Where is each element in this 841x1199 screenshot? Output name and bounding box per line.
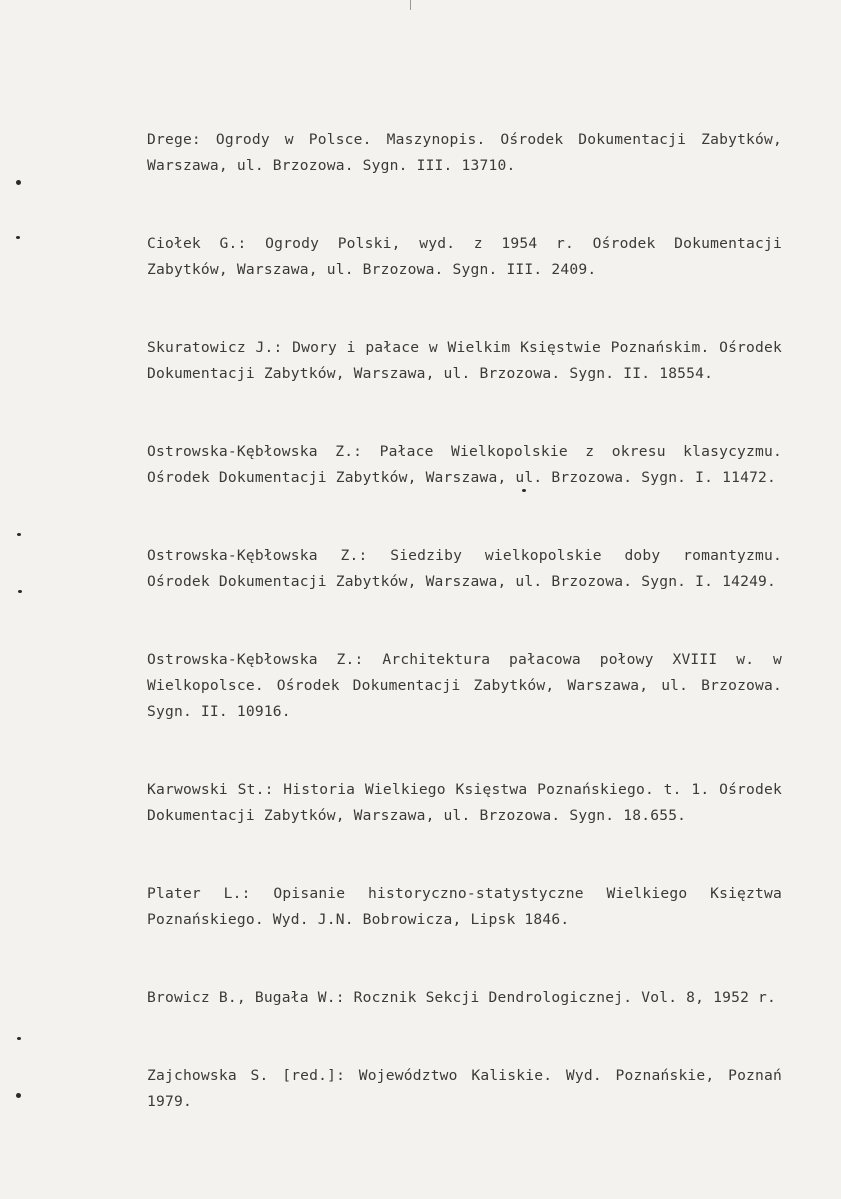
margin-mark bbox=[17, 1037, 21, 1040]
margin-mark bbox=[16, 1093, 21, 1098]
bibliography-entry: Drege: Ogrody w Polsce. Maszynopis. Ośrodek Dokumentacji Zabytków, Warszawa, ul. Brzozowa. Sygn. III. 13710. bbox=[147, 131, 782, 174]
margin-mark bbox=[16, 236, 20, 239]
bibliography-entry: Ostrowska-Kębłowska Z.: Architektura pałacowa połowy XVIII w. w Wielkopolsce. Ośrodek Dokumentacji Zabytków, Warszawa, ul. Brzozowa. Sygn. II. 10916. bbox=[147, 651, 782, 720]
margin-mark bbox=[17, 533, 21, 536]
bibliography-entry: Ostrowska-Kębłowska Z.: Siedziby wielkopolskie doby romantyzmu. Ośrodek Dokumentacji Zabytków, Warszawa, ul. Brzozowa. Sygn. I. 14249. bbox=[147, 547, 782, 590]
bibliography-list bbox=[147, 127, 782, 1167]
bibliography-entry: Karwowski St.: Historia Wielkiego Księstwa Poznańskiego. t. 1. Ośrodek Dokumentacji Zabytków, Warszawa, ul. Brzozowa. Sygn. 18.655. bbox=[147, 781, 782, 824]
bibliography-entry: Skuratowicz J.: Dwory i pałace w Wielkim Księstwie Poznańskim. Ośrodek Dokumentacji Zabytków, Warszawa, ul. Brzozowa. Sygn. II. 18554. bbox=[147, 339, 782, 382]
bibliography-entry: Browicz B., Bugała W.: Rocznik Sekcji Dendrologicznej. Vol. 8, 1952 r. bbox=[147, 989, 777, 1006]
bibliography-entry: Ostrowska-Kębłowska Z.: Pałace Wielkopolskie z okresu klasycyzmu. Ośrodek Dokumentacji Zabytków, Warszawa, ul. Brzozowa. Sygn. I. 11472. bbox=[147, 443, 782, 486]
bibliography-entry: Ciołek G.: Ogrody Polski, wyd. z 1954 r. Ośrodek Dokumentacji Zabytków, Warszawa, ul. Brzozowa. Sygn. III. 2409. bbox=[147, 235, 782, 278]
page-top-rule bbox=[410, 0, 411, 10]
bibliography-entry: Zajchowska S. [red.]: Województwo Kaliskie. Wyd. Poznańskie, Poznań 1979. bbox=[147, 1067, 782, 1110]
margin-mark bbox=[16, 180, 21, 185]
margin-mark bbox=[18, 590, 22, 593]
bibliography-entry: Plater L.: Opisanie historyczno-statystyczne Wielkiego Księztwa Poznańskiego. Wyd. J.N. Bobrowicza, Lipsk 1846. bbox=[147, 885, 782, 928]
